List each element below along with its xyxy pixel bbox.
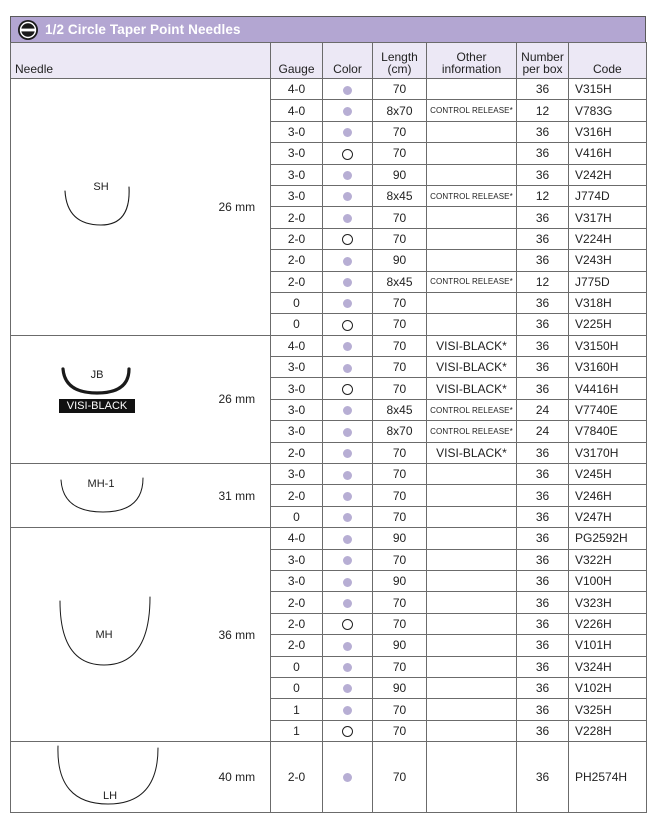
header-number-line1: Number	[521, 50, 564, 64]
other-info-cell	[427, 635, 517, 656]
length-cell: 70	[373, 699, 427, 720]
number-per-box-cell: 36	[517, 464, 569, 485]
code-cell: V225H	[569, 314, 647, 335]
number-per-box-cell: 36	[517, 485, 569, 506]
code-cell: V322H	[569, 549, 647, 570]
other-info-cell	[427, 79, 517, 100]
table-row	[11, 528, 647, 549]
code-cell: PG2592H	[569, 528, 647, 549]
undyed-swatch-icon	[342, 619, 353, 630]
other-info-cell: CONTROL RELEASE*	[427, 421, 517, 442]
gauge-cell: 4-0	[271, 100, 323, 121]
color-cell	[323, 207, 373, 228]
other-info-cell: VISI-BLACK*	[427, 378, 517, 399]
code-cell: V317H	[569, 207, 647, 228]
other-info-cell	[427, 485, 517, 506]
number-per-box-cell: 36	[517, 656, 569, 677]
gauge-cell: 4-0	[271, 335, 323, 356]
length-cell: 8x45	[373, 271, 427, 292]
gauge-cell: 2-0	[271, 635, 323, 656]
color-cell	[323, 528, 373, 549]
number-per-box-cell: 36	[517, 357, 569, 378]
gauge-cell: 3-0	[271, 185, 323, 206]
violet-swatch-icon	[343, 535, 352, 544]
length-cell: 8x45	[373, 185, 427, 206]
color-cell	[323, 314, 373, 335]
number-per-box-cell: 36	[517, 442, 569, 463]
number-per-box-cell: 36	[517, 79, 569, 100]
other-info-cell	[427, 570, 517, 591]
gauge-cell: 4-0	[271, 528, 323, 549]
table-body	[11, 79, 647, 813]
length-cell: 70	[373, 613, 427, 634]
violet-swatch-icon	[343, 684, 352, 693]
violet-swatch-icon	[343, 449, 352, 458]
color-cell	[323, 464, 373, 485]
color-cell	[323, 506, 373, 527]
number-per-box-cell: 36	[517, 549, 569, 570]
number-per-box-cell: 36	[517, 228, 569, 249]
needle-size: 31 mm	[215, 464, 271, 528]
color-cell	[323, 549, 373, 570]
violet-swatch-icon	[343, 406, 352, 415]
gauge-cell: 1	[271, 720, 323, 741]
violet-swatch-icon	[343, 471, 352, 480]
table-header-row	[11, 43, 647, 79]
violet-swatch-icon	[343, 192, 352, 201]
color-cell	[323, 742, 373, 813]
number-per-box-cell: 36	[517, 528, 569, 549]
needle-shape-icon	[53, 177, 173, 237]
undyed-swatch-icon	[342, 234, 353, 245]
length-cell: 70	[373, 742, 427, 813]
code-cell: J775D	[569, 271, 647, 292]
other-info-cell	[427, 592, 517, 613]
other-info-cell: VISI-BLACK*	[427, 442, 517, 463]
length-cell: 90	[373, 635, 427, 656]
other-info-cell	[427, 613, 517, 634]
code-cell: V7840E	[569, 421, 647, 442]
other-info-cell	[427, 292, 517, 313]
length-cell: 90	[373, 164, 427, 185]
violet-swatch-icon	[343, 492, 352, 501]
other-info-cell	[427, 464, 517, 485]
violet-swatch-icon	[343, 171, 352, 180]
needle-size: 26 mm	[215, 335, 271, 463]
header-needle: Needle	[11, 43, 271, 79]
color-cell	[323, 143, 373, 164]
color-cell	[323, 570, 373, 591]
gauge-cell: 2-0	[271, 250, 323, 271]
other-info-cell	[427, 164, 517, 185]
number-per-box-cell: 36	[517, 677, 569, 698]
code-cell: V100H	[569, 570, 647, 591]
header-color: Color	[323, 43, 373, 79]
color-cell	[323, 677, 373, 698]
other-info-cell: VISI-BLACK*	[427, 335, 517, 356]
number-per-box-cell: 36	[517, 742, 569, 813]
gauge-cell: 3-0	[271, 357, 323, 378]
color-cell	[323, 635, 373, 656]
length-cell: 70	[373, 720, 427, 741]
undyed-swatch-icon	[342, 726, 353, 737]
code-cell: V325H	[569, 699, 647, 720]
header-other-line2: information	[441, 62, 502, 76]
number-per-box-cell: 36	[517, 164, 569, 185]
color-cell	[323, 720, 373, 741]
code-cell: V101H	[569, 635, 647, 656]
undyed-swatch-icon	[342, 320, 353, 331]
undyed-swatch-icon	[342, 384, 353, 395]
code-cell: V4416H	[569, 378, 647, 399]
color-cell	[323, 485, 373, 506]
needle-shape-icon	[53, 470, 173, 522]
violet-swatch-icon	[343, 86, 352, 95]
length-cell: 70	[373, 79, 427, 100]
code-cell: V242H	[569, 164, 647, 185]
needle-illustration-cell	[11, 464, 215, 528]
needle-type-label: MH-1	[87, 477, 115, 490]
color-cell	[323, 699, 373, 720]
gauge-cell: 3-0	[271, 121, 323, 142]
number-per-box-cell: 36	[517, 143, 569, 164]
code-cell: V315H	[569, 79, 647, 100]
gauge-cell: 0	[271, 506, 323, 527]
color-cell	[323, 378, 373, 399]
gauge-cell: 2-0	[271, 485, 323, 506]
number-per-box-cell: 36	[517, 314, 569, 335]
other-info-cell	[427, 506, 517, 527]
violet-swatch-icon	[343, 578, 352, 587]
code-cell: V3170H	[569, 442, 647, 463]
needle-shape-icon	[53, 363, 173, 435]
violet-swatch-icon	[343, 773, 352, 782]
other-info-cell	[427, 314, 517, 335]
code-cell: V323H	[569, 592, 647, 613]
gauge-cell: 3-0	[271, 549, 323, 570]
table-row	[11, 335, 647, 356]
other-info-cell: CONTROL RELEASE*	[427, 271, 517, 292]
code-cell: V3150H	[569, 335, 647, 356]
needle-type-label: LH	[102, 790, 117, 803]
number-per-box-cell: 36	[517, 378, 569, 399]
violet-swatch-icon	[343, 428, 352, 437]
length-cell: 90	[373, 677, 427, 698]
number-per-box-cell: 12	[517, 271, 569, 292]
violet-swatch-icon	[343, 107, 352, 116]
length-cell: 70	[373, 314, 427, 335]
length-cell: 70	[373, 485, 427, 506]
gauge-cell: 2-0	[271, 613, 323, 634]
header-other	[427, 43, 517, 79]
needle-shape-icon	[48, 593, 178, 677]
color-cell	[323, 185, 373, 206]
number-per-box-cell: 12	[517, 185, 569, 206]
other-info-cell	[427, 121, 517, 142]
other-info-cell	[427, 250, 517, 271]
code-cell: V226H	[569, 613, 647, 634]
color-cell	[323, 442, 373, 463]
page-title: 1/2 Circle Taper Point Needles	[45, 22, 241, 37]
other-info-cell	[427, 143, 517, 164]
length-cell: 70	[373, 506, 427, 527]
other-info-cell: VISI-BLACK*	[427, 357, 517, 378]
needle-type-label: JB	[90, 369, 104, 382]
number-per-box-cell: 36	[517, 292, 569, 313]
gauge-cell: 2-0	[271, 742, 323, 813]
color-cell	[323, 357, 373, 378]
gauge-cell: 2-0	[271, 592, 323, 613]
number-per-box-cell: 36	[517, 720, 569, 741]
length-cell: 90	[373, 528, 427, 549]
gauge-cell: 0	[271, 292, 323, 313]
needle-illustration-cell	[11, 79, 215, 336]
length-cell: 8x70	[373, 421, 427, 442]
needle-size: 26 mm	[215, 79, 271, 336]
needle-illustration-cell	[11, 335, 215, 463]
length-cell: 70	[373, 292, 427, 313]
length-cell: 90	[373, 570, 427, 591]
needle-shape-icon	[48, 742, 178, 812]
color-cell	[323, 228, 373, 249]
code-cell: V246H	[569, 485, 647, 506]
gauge-cell: 3-0	[271, 378, 323, 399]
violet-swatch-icon	[343, 214, 352, 223]
needle-table	[10, 42, 647, 813]
number-per-box-cell: 36	[517, 506, 569, 527]
violet-swatch-icon	[343, 128, 352, 137]
needle-size: 36 mm	[215, 528, 271, 742]
violet-swatch-icon	[343, 364, 352, 373]
violet-swatch-icon	[343, 706, 352, 715]
length-cell: 70	[373, 656, 427, 677]
other-info-cell	[427, 656, 517, 677]
other-info-cell	[427, 720, 517, 741]
other-info-cell	[427, 228, 517, 249]
color-cell	[323, 292, 373, 313]
header-length-line1: Length	[381, 50, 418, 64]
needle-type-label: SH	[93, 180, 109, 193]
header-number	[517, 43, 569, 79]
code-cell: V228H	[569, 720, 647, 741]
code-cell: V247H	[569, 506, 647, 527]
other-info-cell	[427, 207, 517, 228]
header-other-line1: Other	[456, 50, 487, 64]
color-cell	[323, 271, 373, 292]
header-gauge: Gauge	[271, 43, 323, 79]
gauge-cell: 3-0	[271, 143, 323, 164]
length-cell: 8x70	[373, 100, 427, 121]
length-cell: 8x45	[373, 399, 427, 420]
title-bar	[10, 16, 646, 42]
number-per-box-cell: 36	[517, 699, 569, 720]
code-cell: V243H	[569, 250, 647, 271]
color-cell	[323, 335, 373, 356]
code-cell: V7740E	[569, 399, 647, 420]
gauge-cell: 1	[271, 699, 323, 720]
violet-swatch-icon	[343, 663, 352, 672]
length-cell: 70	[373, 143, 427, 164]
other-info-cell: CONTROL RELEASE*	[427, 399, 517, 420]
number-per-box-cell: 36	[517, 207, 569, 228]
violet-swatch-icon	[343, 278, 352, 287]
code-cell: V3160H	[569, 357, 647, 378]
table-row	[11, 742, 647, 813]
number-per-box-cell: 36	[517, 613, 569, 634]
number-per-box-cell: 24	[517, 421, 569, 442]
length-cell: 70	[373, 442, 427, 463]
gauge-cell: 0	[271, 656, 323, 677]
gauge-cell: 0	[271, 677, 323, 698]
needle-illustration-cell	[11, 528, 215, 742]
violet-swatch-icon	[343, 342, 352, 351]
code-cell: V324H	[569, 656, 647, 677]
color-cell	[323, 592, 373, 613]
header-length-line2: (cm)	[387, 62, 412, 76]
length-cell: 70	[373, 228, 427, 249]
length-cell: 70	[373, 357, 427, 378]
code-cell: PH2574H	[569, 742, 647, 813]
color-cell	[323, 421, 373, 442]
number-per-box-cell: 36	[517, 121, 569, 142]
code-cell: V318H	[569, 292, 647, 313]
violet-swatch-icon	[343, 642, 352, 651]
color-cell	[323, 613, 373, 634]
needle-illustration-cell	[11, 742, 215, 813]
table-row	[11, 79, 647, 100]
visi-black-badge-text: VISI-BLACK	[66, 400, 128, 413]
other-info-cell	[427, 528, 517, 549]
color-cell	[323, 164, 373, 185]
violet-swatch-icon	[343, 599, 352, 608]
gauge-cell: 2-0	[271, 228, 323, 249]
gauge-cell: 3-0	[271, 464, 323, 485]
brand-logo-icon	[17, 19, 39, 41]
gauge-cell: 2-0	[271, 271, 323, 292]
color-cell	[323, 79, 373, 100]
gauge-cell: 2-0	[271, 207, 323, 228]
number-per-box-cell: 36	[517, 635, 569, 656]
length-cell: 70	[373, 335, 427, 356]
code-cell: V224H	[569, 228, 647, 249]
length-cell: 70	[373, 549, 427, 570]
gauge-cell: 3-0	[271, 421, 323, 442]
gauge-cell: 3-0	[271, 570, 323, 591]
number-per-box-cell: 12	[517, 100, 569, 121]
gauge-cell: 3-0	[271, 399, 323, 420]
length-cell: 70	[373, 464, 427, 485]
code-cell: V316H	[569, 121, 647, 142]
color-cell	[323, 250, 373, 271]
gauge-cell: 3-0	[271, 164, 323, 185]
violet-swatch-icon	[343, 257, 352, 266]
length-cell: 70	[373, 378, 427, 399]
number-per-box-cell: 24	[517, 399, 569, 420]
header-code: Code	[569, 43, 647, 79]
other-info-cell	[427, 677, 517, 698]
code-cell: V783G	[569, 100, 647, 121]
color-cell	[323, 100, 373, 121]
other-info-cell	[427, 549, 517, 570]
length-cell: 90	[373, 250, 427, 271]
number-per-box-cell: 36	[517, 570, 569, 591]
number-per-box-cell: 36	[517, 592, 569, 613]
header-length	[373, 43, 427, 79]
gauge-cell: 0	[271, 314, 323, 335]
code-cell: V245H	[569, 464, 647, 485]
other-info-cell	[427, 699, 517, 720]
length-cell: 70	[373, 592, 427, 613]
color-cell	[323, 399, 373, 420]
number-per-box-cell: 36	[517, 250, 569, 271]
table-row	[11, 464, 647, 485]
color-cell	[323, 656, 373, 677]
needle-type-label: MH	[95, 628, 113, 641]
violet-swatch-icon	[343, 556, 352, 565]
undyed-swatch-icon	[342, 149, 353, 160]
other-info-cell: CONTROL RELEASE*	[427, 185, 517, 206]
code-cell: V416H	[569, 143, 647, 164]
length-cell: 70	[373, 121, 427, 142]
code-cell: J774D	[569, 185, 647, 206]
color-cell	[323, 121, 373, 142]
gauge-cell: 4-0	[271, 79, 323, 100]
length-cell: 70	[373, 207, 427, 228]
product-sheet	[10, 16, 646, 813]
gauge-cell: 2-0	[271, 442, 323, 463]
other-info-cell: CONTROL RELEASE*	[427, 100, 517, 121]
violet-swatch-icon	[343, 299, 352, 308]
number-per-box-cell: 36	[517, 335, 569, 356]
other-info-cell	[427, 742, 517, 813]
header-number-line2: per box	[522, 62, 563, 76]
needle-size: 40 mm	[215, 742, 271, 813]
violet-swatch-icon	[343, 513, 352, 522]
code-cell: V102H	[569, 677, 647, 698]
